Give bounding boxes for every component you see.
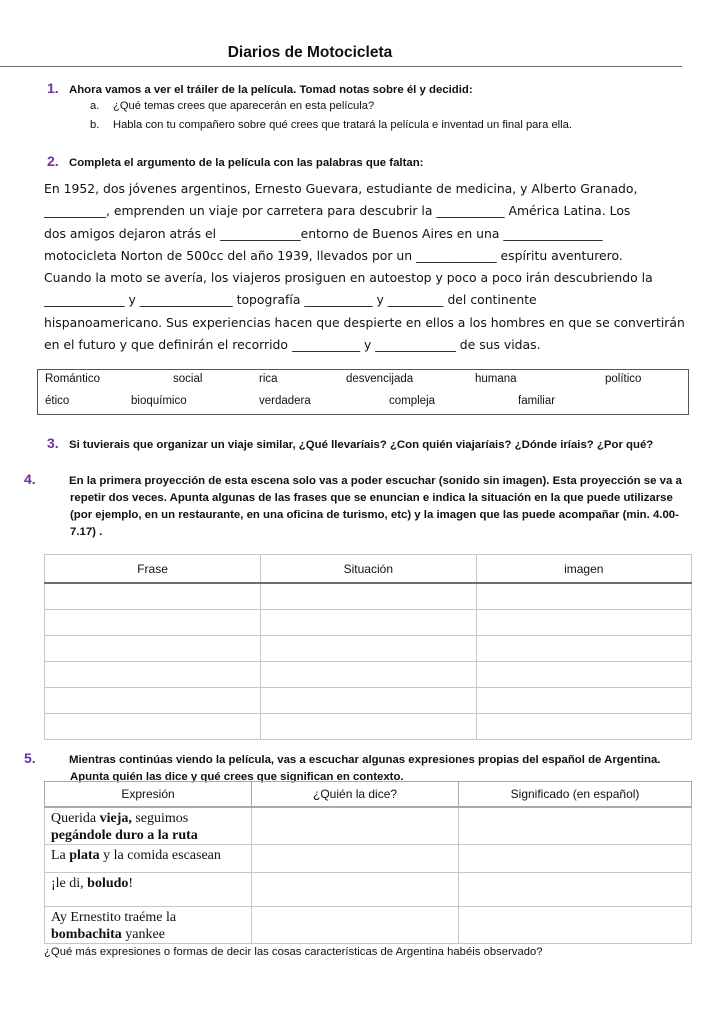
expression-text: yankee (121, 927, 165, 942)
item-text: ¿Qué temas crees que aparecerán en esta película? (113, 100, 375, 112)
question-number: 2. (47, 153, 59, 169)
column-header-expresion: Expresión (45, 782, 252, 808)
answer-cell-imagen[interactable] (476, 583, 691, 610)
expression-cell (45, 845, 252, 873)
word-bank-word: verdadera (259, 395, 311, 407)
word-bank (37, 369, 689, 415)
answer-cell-quien[interactable] (252, 807, 459, 845)
answer-cell-imagen[interactable] (476, 610, 691, 636)
table-header-row (45, 555, 692, 584)
answer-cell-quien[interactable] (252, 845, 459, 873)
answer-cell-significado[interactable] (459, 845, 692, 873)
answer-cell-frase[interactable] (45, 714, 261, 740)
column-header-quien: ¿Quién la dice? (252, 782, 459, 808)
question-text: Mientras continúas viendo la película, vas a escuchar algunas expresiones propias del español de Argentina. Apunta quién las dice y qué crees que significan en contexto. (69, 754, 661, 783)
answer-cell-imagen[interactable] (476, 662, 691, 688)
paragraph-line: hispanoamericano. Sus experiencias hacen que despierte en ellos a los hombres en que se convertirán (44, 314, 685, 330)
expression-text: Querida (51, 811, 100, 826)
table-row (45, 688, 692, 714)
plot-paragraph (44, 178, 694, 356)
answer-cell-situacion[interactable] (261, 610, 476, 636)
table-row (45, 907, 692, 944)
answer-cell-quien[interactable] (252, 873, 459, 907)
expression-text: y la comida escasean (99, 848, 221, 863)
word-bank-word: compleja (389, 395, 436, 407)
question-2 (47, 153, 423, 172)
expression-highlight: bombachita (51, 927, 122, 942)
table-row (45, 583, 692, 610)
answer-cell-situacion[interactable] (261, 583, 476, 610)
table-header-row (45, 782, 692, 808)
question-number: 5. (24, 750, 36, 766)
answer-cell-imagen[interactable] (476, 636, 691, 662)
question-text: Ahora vamos a ver el tráiler de la película. Tomad notas sobre él y decidid: (69, 84, 473, 96)
answer-cell-situacion[interactable] (261, 688, 476, 714)
page-title: Diarios de Motocicleta (227, 44, 393, 61)
expression-cell (45, 873, 252, 907)
item-label: a. (90, 100, 100, 112)
item-label: b. (90, 119, 100, 131)
answer-cell-significado[interactable] (459, 873, 692, 907)
table-row (45, 807, 692, 845)
expression-text: seguimos (131, 811, 189, 826)
word-bank-word: Romántico (45, 373, 100, 385)
expression-highlight: pegándole duro a la ruta (51, 828, 198, 843)
expression-highlight: plata (69, 848, 100, 863)
question-text: Si tuvierais que organizar un viaje similar, ¿Qué llevaríais? ¿Con quién viajaríais? ¿Dónde iríais? ¿Por qué? (69, 439, 654, 451)
word-bank-word: humana (475, 373, 517, 385)
word-bank-word: desvencijada (346, 373, 414, 385)
paragraph-line: En 1952, dos jóvenes argentinos, Ernesto Guevara, estudiante de medicina, y Alberto Granado, (44, 181, 638, 196)
column-header-frase: Frase (45, 555, 261, 584)
answer-cell-significado[interactable] (459, 807, 692, 845)
question-text: Completa el argumento de la película con las palabras que faltan: (69, 157, 424, 169)
answer-cell-situacion[interactable] (261, 636, 476, 662)
answer-cell-significado[interactable] (459, 907, 692, 944)
paragraph-line: Cuando la moto se avería, los viajeros prosiguen en autoestop y poco a poco irán descubriendo la (44, 270, 653, 286)
table-row (45, 873, 692, 907)
question-number: 4. (24, 471, 36, 487)
word-bank-word: ético (45, 395, 70, 407)
question-1-item-b (90, 116, 572, 134)
item-text: Habla con tu compañero sobre qué crees que tratará la película e inventad un final para ella. (113, 119, 572, 131)
question-1-item-a (90, 97, 374, 115)
expression-cell (45, 907, 252, 944)
word-bank-word: rica (259, 373, 278, 385)
column-header-situacion: Situación (261, 555, 476, 584)
column-header-imagen: imagen (476, 555, 691, 584)
expression-cell (45, 807, 252, 845)
paragraph-line: dos amigos dejaron atrás el _____________entorno de Buenos Aires en una ________________ (44, 225, 603, 241)
table-row (45, 845, 692, 873)
answer-cell-imagen[interactable] (476, 714, 691, 740)
paragraph-line: motocicleta Norton de 500cc del año 1939, llevados por un _____________ espíritu aventurero. (44, 247, 623, 263)
expression-text: Ay Ernestito traéme la (51, 910, 177, 925)
answer-cell-imagen[interactable] (476, 688, 691, 714)
answer-cell-frase[interactable] (45, 636, 261, 662)
answer-cell-frase[interactable] (45, 688, 261, 714)
answer-cell-situacion[interactable] (261, 662, 476, 688)
question-number: 1. (47, 80, 59, 96)
question-4 (24, 471, 690, 541)
expression-text: La (51, 848, 70, 863)
expression-text: ! (128, 876, 134, 891)
answer-cell-frase[interactable] (45, 610, 261, 636)
table-row (45, 636, 692, 662)
title-divider (0, 66, 682, 67)
answer-cell-frase[interactable] (45, 583, 261, 610)
paragraph-line: en el futuro y que definirán el recorrido ___________ y _____________ de sus vidas. (44, 337, 541, 353)
word-bank-word: bioquímico (131, 395, 187, 407)
table-row (45, 610, 692, 636)
question-text: En la primera proyección de esta escena solo vas a poder escuchar (sonido sin imagen). Esta proyección se va a repetir dos veces. Apunta algunas de las frases que se enuncian e indica la situación en la que puede utilizarse (por ejemplo, en un restaurante, en una oficina de turismo, etc) y la imagen que las puede acompañar (min. 4.00-7.17) . (69, 475, 682, 538)
word-bank-word: familiar (518, 395, 556, 407)
expression-highlight: boludo (87, 876, 129, 891)
final-question: ¿Qué más expresiones o formas de decir las cosas características de Argentina habéis observado? (44, 946, 543, 958)
answer-cell-quien[interactable] (252, 907, 459, 944)
answer-cell-frase[interactable] (45, 662, 261, 688)
question-number: 3. (47, 435, 59, 451)
expressions-table (44, 781, 692, 944)
answer-cell-situacion[interactable] (261, 714, 476, 740)
expression-highlight: vieja, (99, 811, 132, 826)
expression-text: ¡le di, (51, 876, 88, 891)
phrases-table (44, 554, 692, 740)
paragraph-line: _____________ y _______________ topografía ___________ y _________ del continente (44, 292, 537, 308)
table-row (45, 662, 692, 688)
question-3 (47, 435, 653, 454)
column-header-significado: Significado (en español) (459, 782, 692, 808)
word-bank-word: social (173, 373, 203, 385)
paragraph-line: __________, emprenden un viaje por carretera para descubrir la ___________ América Latina. Los (44, 203, 631, 219)
word-bank-word: político (605, 373, 642, 385)
table-row (45, 714, 692, 740)
